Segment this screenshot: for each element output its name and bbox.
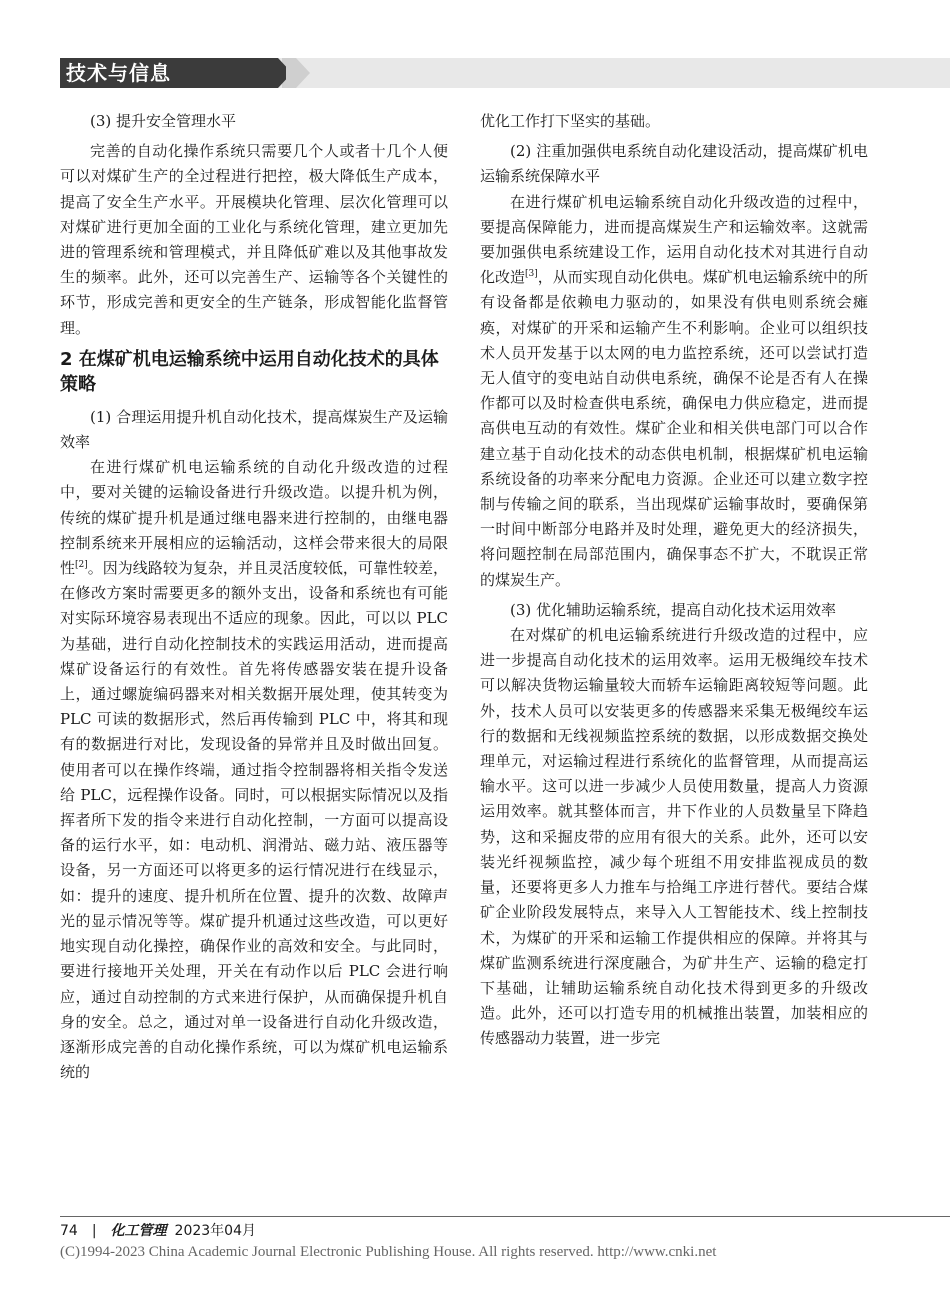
- citation-ref: [2]: [75, 560, 88, 571]
- footer-divider: [60, 1216, 950, 1217]
- subheading-safety-management: (3) 提升安全管理水平: [90, 112, 237, 130]
- paragraph: 优化工作打下坚实的基础。: [480, 112, 661, 130]
- section-title: 技术与信息: [66, 61, 171, 85]
- left-column: [60, 109, 448, 1085]
- right-column: [480, 109, 868, 1052]
- paragraph: 完善的自动化操作系统只需要几个人或者十几个人便可以对煤矿生产的全过程进行把控，极大降低生产成本，提高了安全生产水平。开展模块化管理、层次化管理可以对煤矿进行更加全面的工业化与系统化管理，建立更加先进的管理系统和管理模式，并且降低矿难以及其他事故发生的频率。此外，还可以完善生产、运输等各个关键性的环节，形成完善和更安全的生产链条，形成智能化监督管理。: [60, 142, 448, 337]
- page-footer: [60, 1220, 256, 1240]
- section-heading: 2 在煤矿机电运输系统中运用自动化技术的具体策略: [60, 348, 439, 395]
- paragraph-text: 。因为线路较为复杂，并且灵活度较低，可靠性较差，在修改方案时需要更多的额外支出，设备和系统也有可能对实际环境容易表现出不适应的现象。因此，可以以 PLC 为基础，进行自动化控制技术的实践运用活动，进而提高煤矿设备运行的有效性。首先将传感器安装在提升设备上，通过螺旋编码器来对相关数据开展处理，使其转变为 PLC 可读的数据形式，然后再传输到 PLC 中，将其和现有的数据进行对比，发现设备的异常并且及时做出回复。使用者可以在操作终端，通过指令控制器将相关指令发送给 PLC，远程操作设备。同时，可以根据实际情况以及指挥者所下发的指令来进行自动化控制，一方面可以提高设备的运行水平，如：电动机、润滑站、磁力站、液压器等设备，另一方面还可以将更多的运行情况进行在线显示，如：提升的速度、提升机所在位置、提升的次数、故障声光的显示情况等等。煤矿提升机通过这些改造，可以更好地实现自动化操控，确保作业的高效和安全。与此同时，要进行接地开关处理，开关在有动作以后 PLC 会进行响应，通过自动控制的方式来进行保护，从而确保提升机自身的安全。总之，通过对单一设备进行自动化升级改造，逐渐形成完善的自动化操作系统，可以为煤矿机电运输系统的: [60, 559, 448, 1082]
- footer-separator: |: [91, 1223, 97, 1239]
- paragraph: [480, 190, 868, 593]
- paragraph-text: 在进行煤矿机电运输系统自动化升级改造的过程中，要提高保障能力，进而提高煤炭生产和运输效率。这就需要加强供电系统建设工作，运用自动化技术对其进行自动化改造: [480, 192, 868, 287]
- citation-ref: [3]: [525, 269, 538, 280]
- section-header: [60, 58, 950, 88]
- subheading-power-supply: (2) 注重加强供电系统自动化建设活动，提高煤矿机电运输系统保障水平: [480, 142, 868, 186]
- paragraph: [60, 455, 448, 1085]
- paragraph-text: ，从而实现自动化供电。煤矿机电运输系统中的所有设备都是依赖电力驱动的，如果没有供电则系统会瘫痪，对煤矿的开采和运输产生不利影响。企业可以组织技术人员开发基于以太网的电力监控系统，还可以尝试打造无人值守的变电站自动供电系统，确保不论是否有人在操作都可以及时检查供电系统，确保电力供应稳定，进而提高供电互动的有效性。煤矿企业和相关供电部门可以合作建立基于自动化技术的动态供电机制，根据煤矿机电运输系统设备的功率来分配电力资源。企业还可以建立数字控制与传输之间的联系，当出现煤矿运输事故时，要确保第一时间中断部分电路并及时处理，避免更大的经济损失，将问题控制在局部范围内，确保事态不扩大，不耽误正常的煤炭生产。: [480, 268, 868, 589]
- subheading-hoist-automation: (1) 合理运用提升机自动化技术，提高煤炭生产及运输效率: [60, 407, 448, 452]
- page-number: 74: [60, 1223, 78, 1239]
- journal-logo: 化工管理: [110, 1223, 167, 1239]
- subheading-auxiliary-transport: (3) 优化辅助运输系统，提高自动化技术运用效率: [510, 600, 837, 619]
- paragraph-text: 在进行煤矿机电运输系统的自动化升级改造的过程中，要对关键的运输设备进行升级改造。以提升机为例，传统的煤矿提升机是通过继电器来进行控制的，由继电器控制系统来开展相应的运输活动，这样会带来很大的局限性: [60, 458, 448, 578]
- issue-date: 2023年04月: [174, 1223, 256, 1239]
- paragraph: 在对煤矿的机电运输系统进行升级改造的过程中，应进一步提高自动化技术的运用效率。运用无极绳绞车技术可以解决货物运输量较大而轿车运输距离较短等问题。此外，技术人员可以安装更多的传感器来采集无极绳绞车运行的数据和无线视频监控系统的数据，以形成数据交换处理单元，对运输过程进行系统化的监督管理，从而提高运输水平。这可以进一步减少人员使用数量，提高人力资源运用效率。就其整体而言，井下作业的人员数量呈下降趋势，这和采掘皮带的应用有很大的关系。此外，还可以安装光纤视频监控，减少每个班组不用安排监视成员的数量，还要将更多人力推车与拾绳工序进行替代。要结合煤矿企业阶段发展特点，来导入人工智能技术、线上控制技术，为煤矿的开采和运输工作提供相应的保障。并将其与煤矿监测系统进行深度融合，为矿井生产、运输的稳定打下基础，让辅助运输系统自动化技术得到更多的升级改造。此外，还可以打造专用的机械推出装置，加装相应的传感器动力装置，进一步完: [480, 626, 868, 1048]
- copyright-notice: (C)1994-2023 China Academic Journal Electronic Publishing House. All rights reserved. http://www.cnki.net: [60, 1244, 717, 1260]
